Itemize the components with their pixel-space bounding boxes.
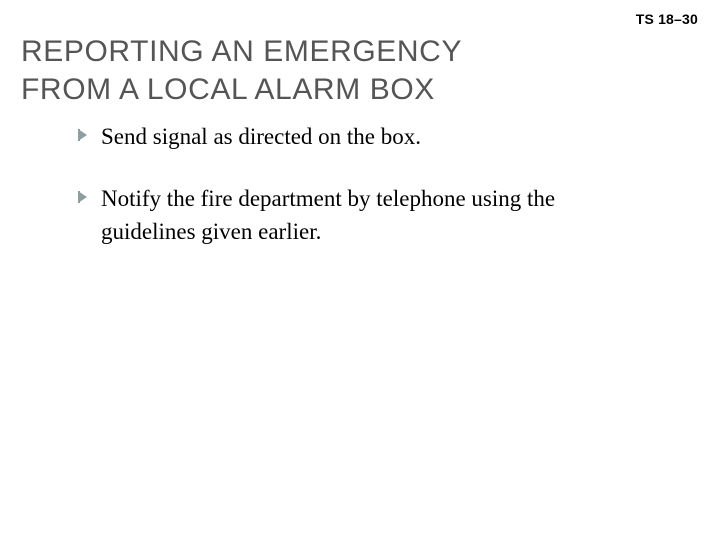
bullet-text: Send signal as directed on the box. — [101, 124, 422, 149]
slide-title — [21, 33, 581, 109]
bullet-text: Notify the fire department by telephone using the guidelines given earlier. — [101, 186, 556, 244]
slide-title-line-1: REPORTING AN EMERGENCY — [21, 35, 463, 68]
bullet-arrow-icon — [78, 129, 87, 141]
bullet-item — [78, 182, 638, 248]
bullet-item — [78, 120, 638, 153]
bullet-arrow-icon — [78, 191, 87, 203]
bullet-list — [78, 120, 638, 277]
slide-title-line-2: FROM A LOCAL ALARM BOX — [21, 73, 435, 106]
slide-number: TS 18–30 — [635, 11, 698, 27]
